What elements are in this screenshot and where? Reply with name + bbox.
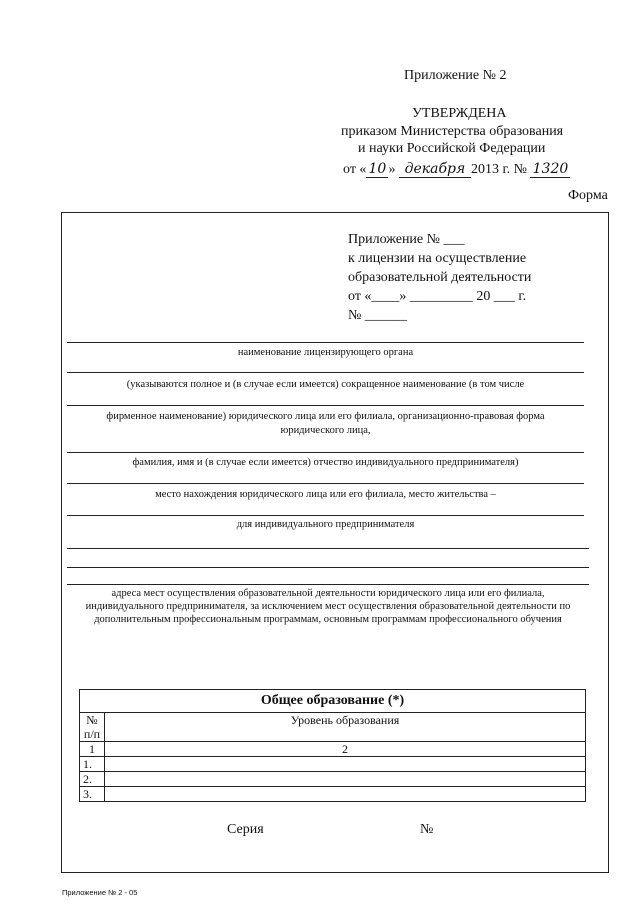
fill-line-org-brand — [67, 405, 584, 406]
appendix-number: Приложение № 2 — [404, 68, 507, 83]
fill-line-residence — [67, 515, 584, 516]
column-header-number-line-1: № — [86, 713, 98, 727]
license-appendix-line-3: образовательной деятельности — [348, 270, 532, 285]
row-level — [105, 787, 586, 802]
license-appendix — [348, 230, 531, 325]
education-table — [79, 689, 586, 802]
license-appendix-line-4: от «____» _________ 20 ___ г. — [348, 289, 527, 304]
row-number: 2. — [80, 772, 105, 787]
fill-line-org-name — [67, 372, 584, 373]
fill-line-location — [67, 483, 584, 484]
fill-line-address-2 — [67, 567, 589, 568]
date-prefix: от « — [343, 162, 367, 177]
license-appendix-line-5: № ______ — [348, 308, 407, 323]
index-cell-2: 2 — [105, 742, 586, 757]
caption-licensing-authority: наименование лицензирующего органа — [237, 347, 414, 358]
table-row — [80, 787, 586, 802]
table-row — [80, 757, 586, 772]
form-label: Форма — [568, 188, 608, 203]
date-year: 2013 г. № — [470, 162, 527, 177]
caption-addresses-2: индивидуального предпринимателя, за исключением мест осуществления образовательной деятельности по — [85, 601, 571, 612]
date-day: 10 — [366, 161, 388, 178]
column-header-level: Уровень образования — [105, 713, 586, 742]
column-header-number-line-2: п/п — [83, 727, 101, 741]
fill-line-entrepreneur — [67, 452, 584, 453]
license-appendix-line-2: к лицензии на осуществление — [348, 251, 527, 266]
caption-org-legal-form: юридического лица, — [280, 425, 371, 436]
table-row — [80, 772, 586, 787]
page-footer: Приложение № 2 - 05 — [62, 888, 138, 897]
order-line-2: и науки Российской Федерации — [358, 141, 546, 156]
series-label: Серия — [227, 822, 264, 837]
caption-location: место нахождения юридического лица или его филиала, место жительства – — [155, 489, 496, 500]
fill-line-licensing-authority — [67, 342, 584, 343]
license-appendix-line-1: Приложение № ___ — [348, 232, 465, 247]
row-number: 3. — [80, 787, 105, 802]
column-header-number — [80, 713, 105, 742]
date-month: декабря — [399, 161, 471, 178]
education-table-title: Общее образование (*) — [80, 690, 586, 713]
caption-org-name: (указываются полное и (в случае если имеется) сокращенное наименование (в том числе — [126, 379, 525, 390]
row-level — [105, 772, 586, 787]
approved-label: УТВЕРЖДЕНА — [412, 106, 507, 121]
caption-addresses-3: дополнительным профессиональным программам, основным программам профессионального обучения — [94, 614, 562, 625]
fill-line-address-1 — [67, 548, 589, 549]
number-label: № — [420, 822, 434, 837]
order-line-1: приказом Министерства образования — [341, 124, 564, 139]
caption-residence: для индивидуального предпринимателя — [236, 519, 415, 530]
order-date-line — [343, 161, 570, 178]
row-number: 1. — [80, 757, 105, 772]
fill-line-address-3 — [67, 584, 589, 585]
caption-org-brand: фирменное наименование) юридического лица или его филиала, организационно-правовая форма — [106, 411, 545, 422]
row-level — [105, 757, 586, 772]
index-cell-1: 1 — [80, 742, 105, 757]
caption-entrepreneur: фамилия, имя и (в случае если имеется) отчество индивидуального предпринимателя) — [132, 457, 519, 468]
date-mid: » — [388, 162, 396, 177]
caption-addresses-1: адреса мест осуществления образовательной деятельности юридического лица или его филиала, — [111, 588, 545, 599]
order-number: 1320 — [530, 161, 570, 178]
